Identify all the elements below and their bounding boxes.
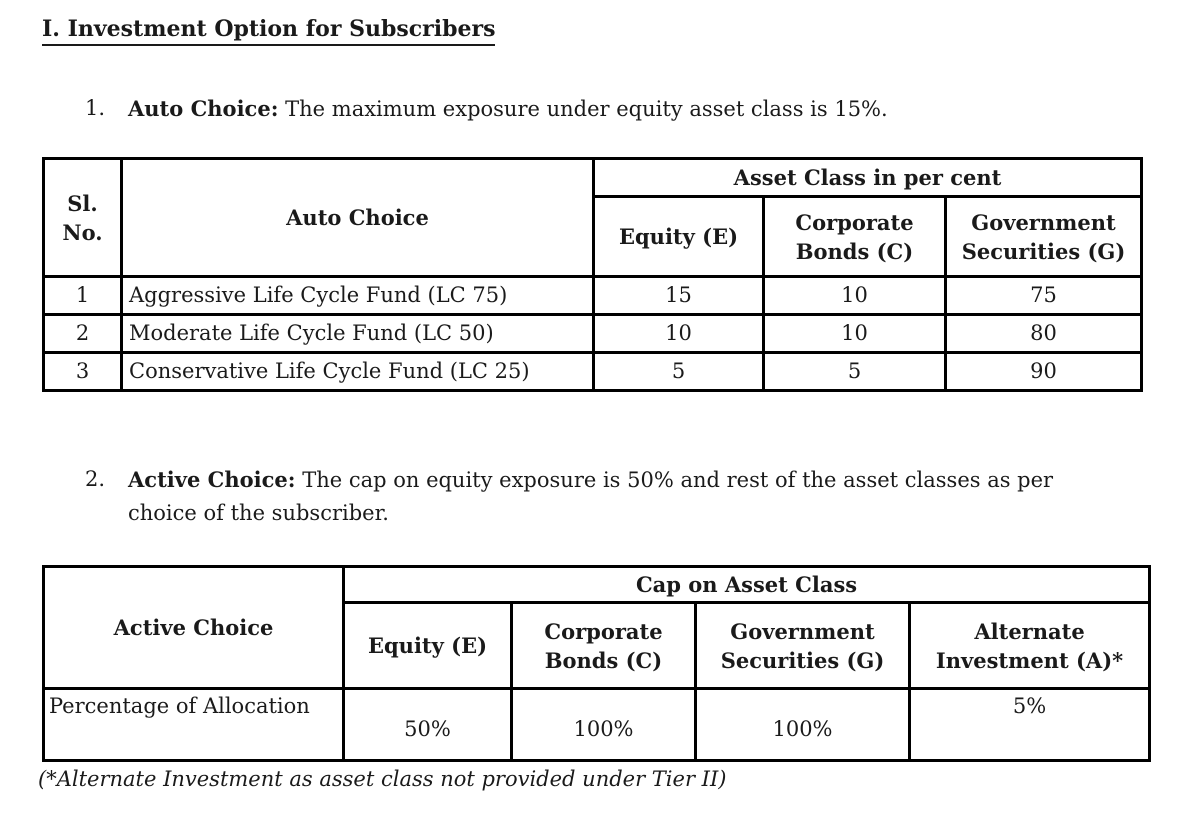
- active-choice-paragraph-text: [128, 463, 1085, 530]
- header-equity-cap: Equity (E): [344, 603, 512, 689]
- table-row-aggressive: [44, 277, 1142, 315]
- cell-allocation-label: Percentage of Allocation: [44, 689, 344, 761]
- cell-government-2: 80: [946, 315, 1142, 353]
- cell-fund-3: Conservative Life Cycle Fund (LC 25): [122, 353, 594, 391]
- header-active-choice: Active Choice: [44, 567, 344, 689]
- cell-corporate-cap: 100%: [512, 689, 696, 761]
- cell-sl-3: 3: [44, 353, 122, 391]
- auto-choice-paragraph-text: [128, 92, 888, 126]
- header-equity: Equity (E): [594, 197, 764, 277]
- cell-equity-2: 10: [594, 315, 764, 353]
- active-choice-label: Active Choice:: [128, 467, 296, 492]
- active-choice-paragraph: [85, 463, 1085, 530]
- header-government-cap: Government Securities (G): [696, 603, 910, 689]
- cell-corporate-1: 10: [764, 277, 946, 315]
- auto-choice-paragraph: [85, 92, 1145, 126]
- footnote: (*Alternate Investment as asset class not provided under Tier II): [38, 767, 727, 791]
- page-title-text: I. Investment Option for Subscribers: [42, 16, 495, 46]
- cell-corporate-3: 5: [764, 353, 946, 391]
- header-cap-asset-class: Cap on Asset Class: [344, 567, 1150, 603]
- table-row-conservative: [44, 353, 1142, 391]
- cell-corporate-2: 10: [764, 315, 946, 353]
- cell-equity-cap: 50%: [344, 689, 512, 761]
- auto-choice-table: [42, 157, 1143, 392]
- page-title: [42, 16, 495, 46]
- cell-alternate-cap: 5%: [910, 689, 1150, 761]
- table-row-allocation: [44, 689, 1150, 761]
- active-choice-body: The cap on equity exposure is 50% and rest of the asset classes as per choice of the subscriber.: [128, 468, 1054, 525]
- auto-choice-body: The maximum exposure under equity asset class is 15%.: [285, 97, 888, 121]
- list-number-1: 1.: [85, 96, 106, 120]
- list-number-2: 2.: [85, 467, 106, 491]
- cell-government-1: 75: [946, 277, 1142, 315]
- cell-fund-2: Moderate Life Cycle Fund (LC 50): [122, 315, 594, 353]
- auto-choice-label: Auto Choice:: [128, 96, 279, 121]
- active-choice-table: [42, 565, 1151, 762]
- header-asset-class: Asset Class in per cent: [594, 159, 1142, 197]
- header-corporate-cap: Corporate Bonds (C): [512, 603, 696, 689]
- header-auto-choice: Auto Choice: [122, 159, 594, 277]
- header-sl-no: Sl. No.: [44, 159, 122, 277]
- cell-equity-3: 5: [594, 353, 764, 391]
- header-alternate-cap: Alternate Investment (A)*: [910, 603, 1150, 689]
- cell-equity-1: 15: [594, 277, 764, 315]
- cell-fund-1: Aggressive Life Cycle Fund (LC 75): [122, 277, 594, 315]
- table-row-moderate: [44, 315, 1142, 353]
- active-table-header-row-1: [44, 567, 1150, 603]
- cell-sl-2: 2: [44, 315, 122, 353]
- cell-government-3: 90: [946, 353, 1142, 391]
- auto-table-header-row-1: [44, 159, 1142, 197]
- cell-sl-1: 1: [44, 277, 122, 315]
- header-corporate-bonds: Corporate Bonds (C): [764, 197, 946, 277]
- header-govt-securities: Government Securities (G): [946, 197, 1142, 277]
- cell-government-cap: 100%: [696, 689, 910, 761]
